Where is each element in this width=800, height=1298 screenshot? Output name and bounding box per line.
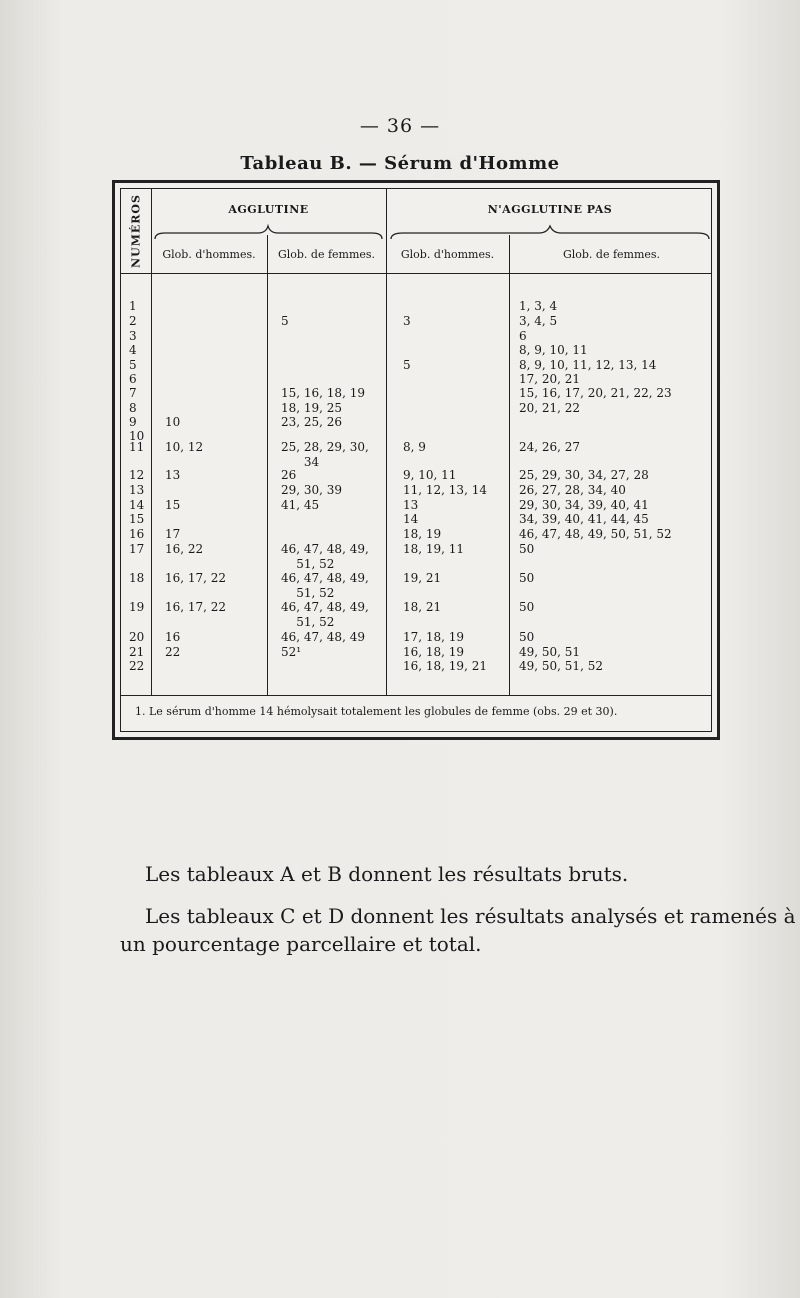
agglutine-brace — [153, 223, 384, 241]
agglutine-hommes-cell: 10, 12 — [165, 440, 204, 454]
agglutine-hommes-cell: 17 — [165, 527, 181, 541]
row-number: 11 — [129, 440, 145, 454]
paragraph-1: Les tableaux A et B donnent les résultats bruts. — [145, 862, 629, 886]
row-number: 22 — [129, 659, 145, 673]
results-table — [112, 180, 720, 740]
nagglutine-hommes-cell: 14 — [403, 512, 419, 526]
nagglutine-femmes-cell: 6 — [519, 329, 527, 343]
nagglutine-femmes-cell: 3, 4, 5 — [519, 314, 558, 328]
row-number: 5 — [129, 358, 137, 372]
nagglutine-hommes-cell: 8, 9 — [403, 440, 426, 454]
agglutine-hommes-cell: 16, 17, 22 — [165, 571, 227, 585]
row-number: 8 — [129, 401, 137, 415]
agglutine-femmes-cell: 23, 25, 26 — [281, 415, 343, 429]
group-divider — [386, 189, 387, 695]
nagglutine-header: N'AGGLUTINE PAS — [487, 203, 613, 216]
nagglutine-femmes-cell: 50 — [519, 630, 535, 644]
nagglutine-hommes-cell: 5 — [403, 358, 411, 372]
row-number: 6 — [129, 372, 137, 386]
nagglutine-hommes-cell: 16, 18, 19 — [403, 645, 465, 659]
agglutine-subdivider — [267, 235, 268, 695]
nagglutine-hommes-cell: 18, 19 — [403, 527, 442, 541]
agglutine-femmes-cell: 46, 47, 48, 49, 51, 52 — [281, 571, 369, 600]
row-number: 18 — [129, 571, 145, 585]
nagglutine-femmes-cell: 50 — [519, 571, 535, 585]
row-number: 19 — [129, 600, 145, 614]
row-number: 14 — [129, 498, 145, 512]
numeros-divider — [151, 189, 152, 695]
nagglutine-femmes-cell: 20, 21, 22 — [519, 401, 581, 415]
row-number: 17 — [129, 542, 145, 556]
row-number: 21 — [129, 645, 145, 659]
nagglutine-femmes-cell: 46, 47, 48, 49, 50, 51, 52 — [519, 527, 672, 541]
nagglutine-hommes-cell: 19, 21 — [403, 571, 442, 585]
nagglutine-femmes-cell: 49, 50, 51, 52 — [519, 659, 603, 673]
nagglutine-subdivider — [509, 235, 510, 695]
agglutine-femmes-cell: 18, 19, 25 — [281, 401, 343, 415]
agglutine-femmes-cell: 46, 47, 48, 49, 51, 52 — [281, 600, 369, 629]
nagglutine-brace — [389, 223, 711, 241]
agglutine-hommes-cell: 15 — [165, 498, 181, 512]
agglutine-header: AGGLUTINE — [228, 203, 309, 216]
agglutine-femmes-cell: 5 — [281, 314, 289, 328]
nagglutine-hommes-cell: 13 — [403, 498, 419, 512]
agglutine-femmes-cell: 52¹ — [281, 645, 302, 659]
row-number: 2 — [129, 314, 137, 328]
agglutine-femmes-cell: 41, 45 — [281, 498, 320, 512]
nagglutine-femmes-cell: 29, 30, 34, 39, 40, 41 — [519, 498, 649, 512]
agglutine-femmes-cell: 26 — [281, 468, 297, 482]
footnote-rule — [121, 695, 711, 696]
nagglutine-hommes-cell: 17, 18, 19 — [403, 630, 465, 644]
nagglutine-hommes-cell: 9, 10, 11 — [403, 468, 457, 482]
row-number: 13 — [129, 483, 145, 497]
nagglutine-femmes-cell: 34, 39, 40, 41, 44, 45 — [519, 512, 649, 526]
agglutine-femmes-cell: 25, 28, 29, 30, 34 — [281, 440, 369, 469]
table-inner-border — [120, 188, 712, 732]
agglutine-hommes-cell: 13 — [165, 468, 181, 482]
row-number: 16 — [129, 527, 145, 541]
row-number: 12 — [129, 468, 145, 482]
nagglutine-femmes-header: Glob. de femmes. — [562, 248, 661, 261]
row-number: 9 — [129, 415, 137, 429]
nagglutine-femmes-cell: 49, 50, 51 — [519, 645, 581, 659]
paragraph-2-line-1: Les tableaux C et D donnent les résultats analysés et ramenés à — [145, 904, 796, 928]
table-title: Tableau B. — Sérum d'Homme — [240, 153, 560, 174]
nagglutine-femmes-cell: 1, 3, 4 — [519, 299, 558, 313]
row-number: 3 — [129, 329, 137, 343]
nagglutine-hommes-cell: 18, 19, 11 — [403, 542, 465, 556]
numeros-header: NUMÉROS — [129, 194, 143, 268]
nagglutine-hommes-cell: 11, 12, 13, 14 — [403, 483, 487, 497]
agglutine-hommes-header: Glob. d'hommes. — [162, 248, 256, 261]
row-number: 10 — [129, 429, 145, 443]
agglutine-femmes-header: Glob. de femmes. — [277, 248, 376, 261]
page-number: — 36 — — [359, 115, 441, 137]
nagglutine-hommes-cell: 3 — [403, 314, 411, 328]
row-number: 15 — [129, 512, 145, 526]
nagglutine-femmes-cell: 8, 9, 10, 11 — [519, 343, 588, 357]
agglutine-hommes-cell: 22 — [165, 645, 181, 659]
nagglutine-femmes-cell: 17, 20, 21 — [519, 372, 581, 386]
footnote: 1. Le sérum d'homme 14 hémolysait totalement les globules de femme (obs. 29 et 30). — [135, 705, 618, 718]
agglutine-hommes-cell: 16 — [165, 630, 181, 644]
nagglutine-femmes-cell: 50 — [519, 542, 535, 556]
row-number: 20 — [129, 630, 145, 644]
nagglutine-hommes-header: Glob. d'hommes. — [400, 248, 495, 261]
agglutine-femmes-cell: 15, 16, 18, 19 — [281, 386, 365, 400]
nagglutine-femmes-cell: 8, 9, 10, 11, 12, 13, 14 — [519, 358, 657, 372]
agglutine-femmes-cell: 29, 30, 39 — [281, 483, 343, 497]
agglutine-femmes-cell: 46, 47, 48, 49 — [281, 630, 365, 644]
nagglutine-femmes-cell: 15, 16, 17, 20, 21, 22, 23 — [519, 386, 672, 400]
agglutine-hommes-cell: 10 — [165, 415, 181, 429]
agglutine-hommes-cell: 16, 17, 22 — [165, 600, 227, 614]
agglutine-femmes-cell: 46, 47, 48, 49, 51, 52 — [281, 542, 369, 571]
row-number: 4 — [129, 343, 137, 357]
nagglutine-femmes-cell: 24, 26, 27 — [519, 440, 581, 454]
header-rule — [121, 273, 711, 274]
nagglutine-femmes-cell: 25, 29, 30, 34, 27, 28 — [519, 468, 649, 482]
row-number: 1 — [129, 299, 137, 313]
agglutine-hommes-cell: 16, 22 — [165, 542, 204, 556]
nagglutine-hommes-cell: 18, 21 — [403, 600, 442, 614]
nagglutine-femmes-cell: 26, 27, 28, 34, 40 — [519, 483, 626, 497]
row-number: 7 — [129, 386, 137, 400]
nagglutine-femmes-cell: 50 — [519, 600, 535, 614]
paragraph-2-line-2: un pourcentage parcellaire et total. — [120, 932, 482, 956]
nagglutine-hommes-cell: 16, 18, 19, 21 — [403, 659, 487, 673]
